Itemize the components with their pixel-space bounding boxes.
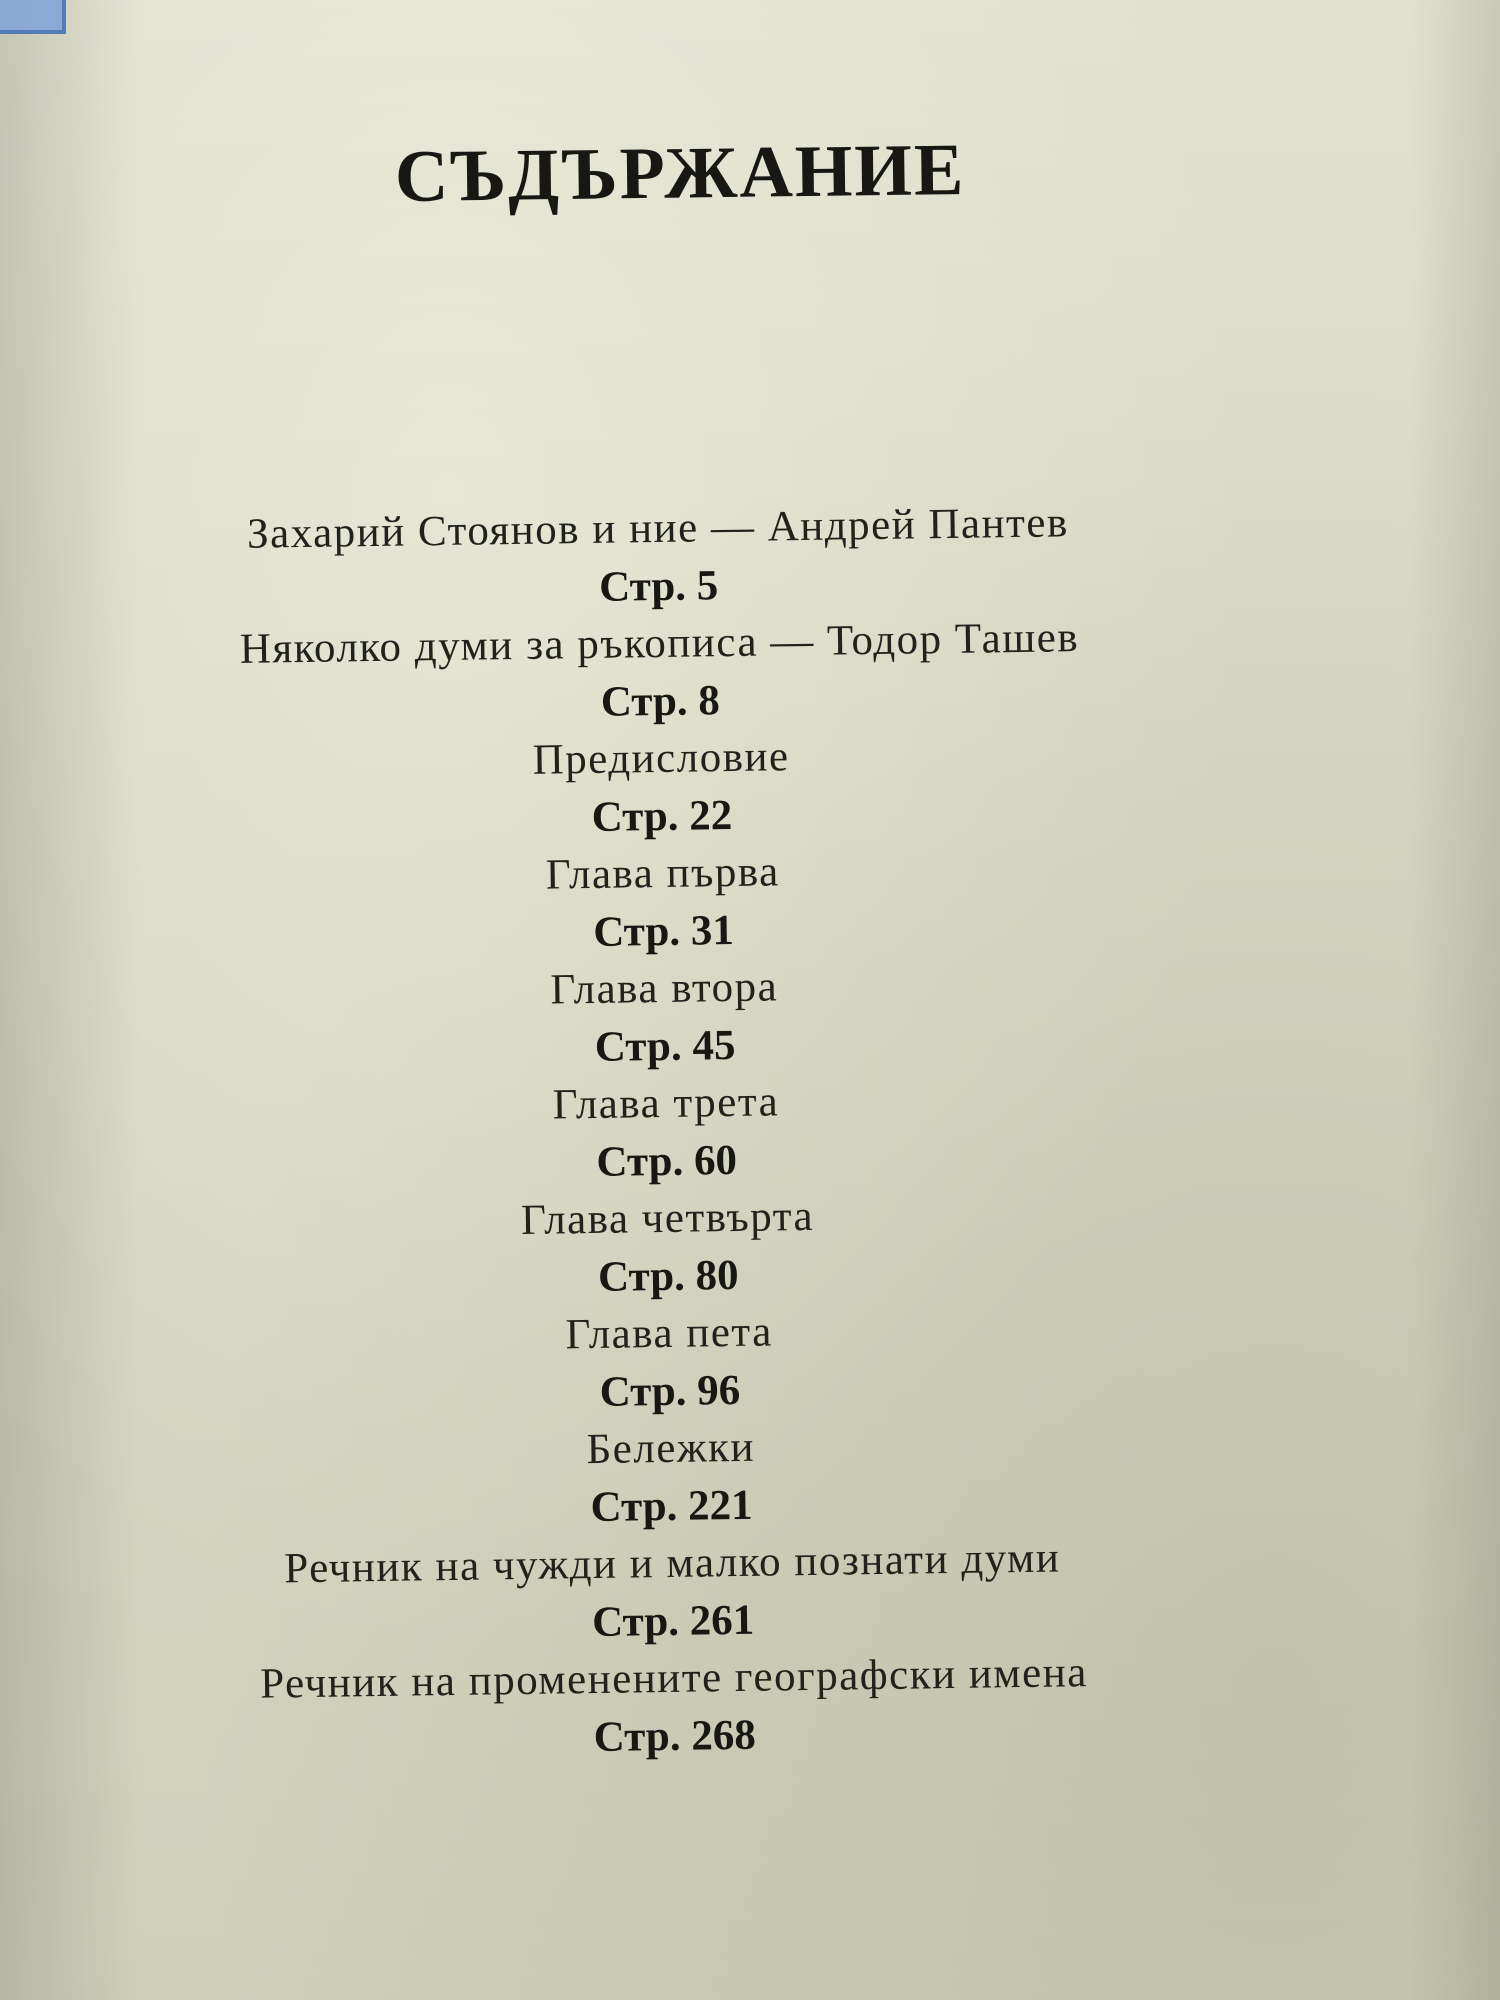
corner-tab	[0, 0, 66, 34]
table-of-contents	[0, 491, 1333, 1774]
toc-entry-page: Стр. 5	[598, 562, 719, 611]
toc-entry-title: Речник на променените географски имена	[259, 1649, 1089, 1708]
toc-entry-page: Стр. 261	[591, 1596, 755, 1647]
toc-entry-title: Бележки	[586, 1423, 756, 1474]
toc-entry	[10, 1181, 1326, 1314]
toc-entry	[3, 721, 1319, 854]
toc-entry-title: Глава пета	[565, 1308, 774, 1359]
toc-entry-title: Глава първа	[545, 848, 780, 899]
toc-entry-page: Стр. 22	[591, 791, 733, 841]
toc-entry-page: Стр. 268	[593, 1711, 757, 1762]
page-title: СЪДЪРЖАНИЕ	[394, 129, 966, 218]
toc-entry-title: Захарий Стоянов и ние — Андрей Пантев	[246, 499, 1070, 558]
toc-entry-page: Стр. 8	[600, 677, 721, 726]
toc-entry	[11, 1296, 1327, 1429]
toc-entry-title: Глава четвърта	[520, 1192, 815, 1244]
toc-entry	[8, 1066, 1324, 1199]
toc-entry	[0, 491, 1316, 624]
toc-entry-page: Стр. 96	[599, 1366, 741, 1416]
toc-entry	[5, 836, 1321, 969]
toc-entry-page: Стр. 60	[596, 1136, 738, 1186]
toc-entry-title: Глава трета	[552, 1078, 780, 1129]
toc-entry-title: Речник на чужди и малко познати думи	[284, 1534, 1061, 1593]
toc-entry	[13, 1411, 1329, 1544]
page-shadow-right	[1410, 0, 1500, 2000]
toc-entry-title: Предисловие	[532, 733, 790, 784]
toc-entry	[2, 606, 1318, 739]
toc-entry-title: Няколко думи за ръкописа — Тодор Ташев	[239, 614, 1080, 673]
toc-entry	[16, 1641, 1332, 1774]
toc-entry-page: Стр. 45	[594, 1021, 736, 1071]
toc-entry-page: Стр. 31	[592, 906, 735, 956]
toc-entry	[6, 951, 1322, 1084]
toc-entry-title: Глава втора	[550, 963, 779, 1014]
toc-entry-page: Стр. 221	[590, 1481, 753, 1532]
toc-entry	[15, 1526, 1331, 1659]
toc-entry-page: Стр. 80	[597, 1251, 739, 1301]
